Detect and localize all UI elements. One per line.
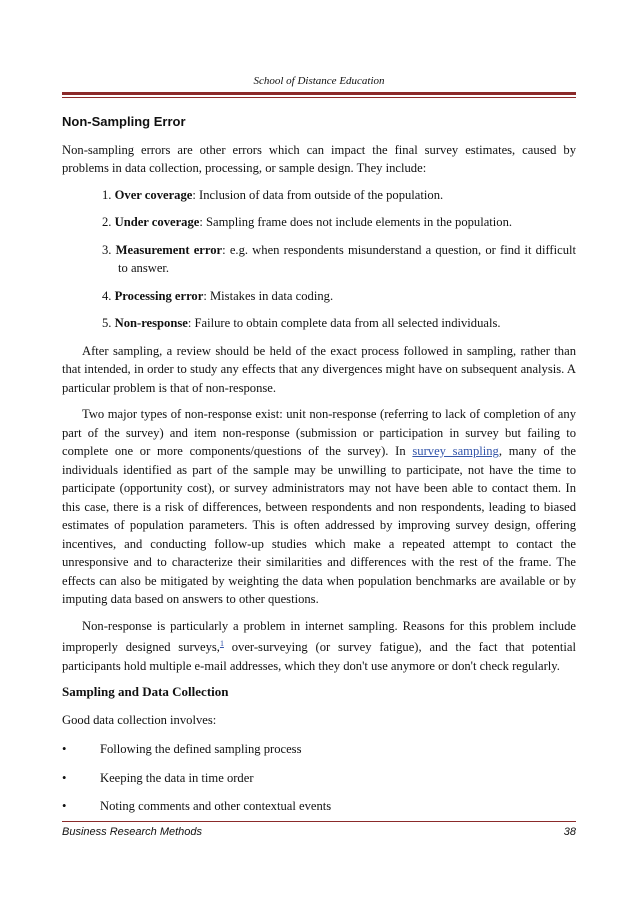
bullet-icon: • <box>62 799 67 814</box>
list-description: : Inclusion of data from outside of the population. <box>192 187 444 202</box>
list-item <box>62 797 576 816</box>
list-item <box>62 740 576 759</box>
list-item <box>102 186 576 205</box>
footer-title: Business Research Methods <box>62 826 203 838</box>
list-item <box>62 769 576 788</box>
paragraph-text: Two major types of non-response exist: unit non-response (referring to lack of completion of any part of the survey) and item non-response (submission or participation in survey but failing to complete one or more components/questions of the survey). In <box>62 407 576 458</box>
running-footer <box>62 826 576 838</box>
bullet-icon: • <box>62 742 67 757</box>
page-content <box>62 113 576 826</box>
list-item <box>102 241 576 278</box>
list-item <box>102 314 576 333</box>
list-item-text: Noting comments and other contextual events <box>100 799 332 814</box>
list-item-text: Keeping the data in time order <box>100 770 254 785</box>
non-response-types-paragraph <box>62 405 576 609</box>
list-number: 2. <box>102 215 112 229</box>
footer-rule <box>62 821 576 822</box>
list-item <box>102 213 576 232</box>
list-number: 5. <box>102 316 112 330</box>
header-rule-thin <box>62 97 576 98</box>
paragraph-text: , many of the individuals identified as part of the sample may be unwilling to participate, not have the time to participate (opportunity cost), or survey administrators may not have been able to contact them. In this case, there is a risk of differences, between respondents and non respondents, leading to biased estimates of population parameters. This is often addressed by improving survey design, offering incentives, and conducting follow-up studies which make a repeated attempt to contact the unresponsive and to characterize their similarities and differences with the rest of the frame. The effects can also be mitigated by weighting the data when population benchmarks are available or by imputing data based on answers to other questions. <box>62 444 576 606</box>
list-term: Over coverage <box>114 187 193 202</box>
review-paragraph: After sampling, a review should be held of the exact process followed in sampling, rather than that intended, in order to study any effects that any divergences might have on subsequent analysis. A particular problem is that of non-response. <box>62 343 576 395</box>
list-item <box>102 287 576 306</box>
paragraph-text: Non-response is particularly a problem in internet sampling. Reasons for this problem include improperly designed surveys, <box>62 618 576 655</box>
section-heading-sampling-data-collection: Sampling and Data Collection <box>62 684 229 700</box>
list-number: 3. <box>102 242 112 257</box>
page-number: 38 <box>563 826 576 838</box>
section-heading-non-sampling-error: Non-Sampling Error <box>62 114 186 129</box>
error-types-list <box>62 186 576 333</box>
list-term: Measurement error <box>115 242 223 257</box>
list-description: : Mistakes in data coding. <box>203 288 334 303</box>
footnote-link[interactable]: 1 <box>219 639 224 648</box>
list-item-text: Following the defined sampling process <box>100 742 302 757</box>
internet-sampling-paragraph <box>62 617 576 676</box>
survey-sampling-link[interactable]: survey sampling <box>412 444 499 458</box>
list-term: Processing error <box>114 288 204 303</box>
bullet-icon: • <box>62 770 67 785</box>
header-rule-thick <box>62 92 576 95</box>
list-description: : Sampling frame does not include elements in the population. <box>199 215 513 229</box>
list-description: : e.g. when respondents misunderstand a question, or find it difficult to answer. <box>118 242 576 275</box>
intro-paragraph: Non-sampling errors are other errors which can impact the final survey estimates, caused by problems in data collection, processing, or sample design. They include: <box>62 142 576 175</box>
list-term: Non-response <box>114 316 188 330</box>
data-collection-intro: Good data collection involves: <box>62 712 217 727</box>
paragraph-text: over-surveying (or survey fatigue), and the fact that potential participants hold multiple e-mail addresses, which they don't use anymore or don't check regularly. <box>62 640 576 673</box>
running-header: School of Distance Education <box>253 75 385 87</box>
list-term: Under coverage <box>114 215 200 229</box>
list-number: 4. <box>102 288 112 303</box>
list-number: 1. <box>102 187 112 202</box>
list-description: : Failure to obtain complete data from all selected individuals. <box>187 316 501 330</box>
data-collection-list <box>62 740 576 816</box>
